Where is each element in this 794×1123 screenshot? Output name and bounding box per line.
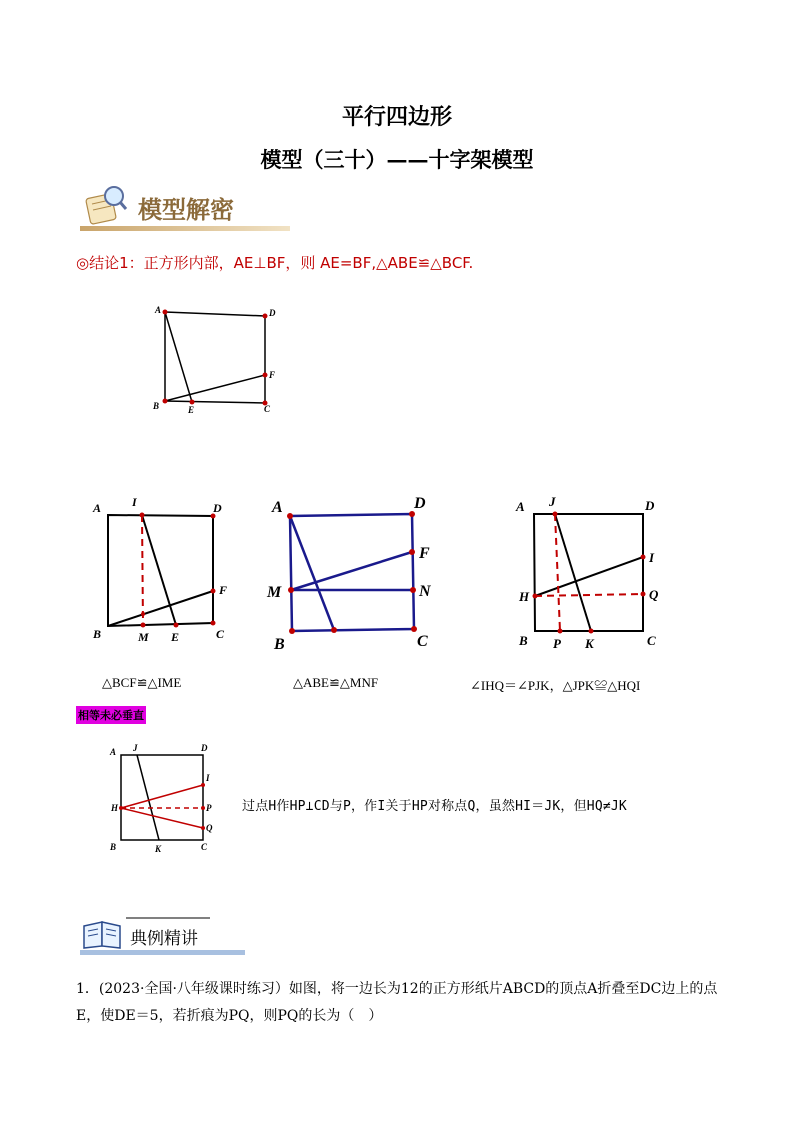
label-J: J bbox=[549, 494, 556, 509]
label-M: M bbox=[138, 630, 149, 644]
label-F: F bbox=[219, 583, 228, 597]
label-N: N bbox=[419, 583, 431, 600]
label-C: C bbox=[201, 842, 208, 852]
label-H: H bbox=[519, 589, 530, 604]
label-D: D bbox=[269, 308, 276, 318]
point-F bbox=[409, 549, 415, 555]
point-J bbox=[553, 512, 558, 517]
page-title: 平行四边形 bbox=[341, 104, 452, 130]
point-E bbox=[190, 400, 195, 405]
segment-HQ-dashed bbox=[535, 594, 643, 596]
figure-4-square-JPK-HQI bbox=[505, 490, 675, 655]
figure-2-square-BCF-IME bbox=[88, 490, 248, 650]
label-B: B bbox=[93, 627, 102, 641]
point-P bbox=[201, 806, 205, 810]
figure-3-square-ABE-MNF bbox=[262, 488, 442, 658]
segment-JP-dashed bbox=[555, 514, 560, 631]
segment-MF bbox=[291, 552, 412, 590]
point-M bbox=[288, 587, 294, 593]
magnifier-notebook-icon bbox=[86, 187, 126, 224]
label-A: A bbox=[93, 501, 102, 515]
point-E bbox=[174, 623, 179, 628]
label-F: F bbox=[419, 545, 430, 562]
label-D: D bbox=[201, 743, 208, 753]
point-N bbox=[410, 587, 416, 593]
label-C: C bbox=[216, 627, 225, 641]
square-ABCD bbox=[121, 755, 203, 840]
label-A: A bbox=[110, 747, 117, 757]
segment-BF bbox=[108, 591, 213, 626]
segment-HQ bbox=[121, 808, 203, 828]
point-H bbox=[533, 594, 538, 599]
label-K: K bbox=[585, 636, 594, 651]
section-banner-model bbox=[80, 182, 295, 234]
point-I bbox=[140, 513, 145, 518]
label-C: C bbox=[417, 633, 428, 650]
label-C: C bbox=[647, 633, 656, 648]
point-C bbox=[211, 621, 216, 626]
figure-5-counterexample bbox=[105, 742, 225, 860]
segment-JK bbox=[555, 514, 591, 631]
label-Q: Q bbox=[206, 823, 213, 833]
label-A: A bbox=[155, 305, 162, 315]
point-F bbox=[211, 589, 216, 594]
warning-tag: 相等未必垂直 bbox=[76, 706, 146, 724]
label-A: A bbox=[272, 499, 283, 516]
point-A bbox=[163, 310, 168, 315]
figure-3-caption: △ABE≌△MNF bbox=[293, 675, 379, 690]
label-J: J bbox=[133, 743, 138, 753]
point-B bbox=[163, 399, 168, 404]
label-I: I bbox=[132, 495, 137, 509]
segment-IM-dashed bbox=[142, 515, 143, 625]
square-ABCD bbox=[290, 514, 414, 631]
point-D bbox=[263, 314, 268, 319]
label-H: H bbox=[111, 803, 119, 813]
label-D: D bbox=[414, 495, 426, 512]
figure-1-square-AE-BF bbox=[148, 300, 288, 420]
label-E: E bbox=[188, 405, 195, 415]
point-P bbox=[558, 629, 563, 634]
banner-title: 模型解密 bbox=[138, 198, 234, 224]
point-I bbox=[641, 555, 646, 560]
label-P: P bbox=[206, 803, 212, 813]
figure-2-caption: △BCF≌△IME bbox=[102, 675, 182, 690]
segment-AE bbox=[290, 516, 334, 630]
point-Q bbox=[201, 826, 205, 830]
label-C: C bbox=[264, 404, 271, 414]
point-M bbox=[141, 623, 146, 628]
label-D: D bbox=[213, 501, 222, 515]
label-B: B bbox=[274, 636, 285, 653]
section-banner-examples bbox=[80, 912, 250, 956]
label-P: P bbox=[553, 636, 561, 651]
label-M: M bbox=[267, 584, 282, 601]
square-ABCD bbox=[534, 514, 643, 631]
label-K: K bbox=[155, 844, 162, 854]
banner-underline bbox=[80, 226, 290, 231]
segment-HI bbox=[535, 557, 643, 596]
point-F bbox=[263, 373, 268, 378]
label-D: D bbox=[645, 498, 655, 513]
label-E: E bbox=[171, 630, 180, 644]
banner-title: 典例精讲 bbox=[130, 929, 198, 948]
label-I: I bbox=[649, 550, 655, 565]
square-ABCD bbox=[165, 312, 265, 403]
point-K bbox=[589, 629, 594, 634]
conclusion-1: ◎结论1：正方形内部，AE⊥BF，则 AE=BF,△ABE≌△BCF. bbox=[76, 254, 474, 272]
point-E bbox=[331, 627, 337, 633]
figure-4-caption: ∠IHQ＝∠PJK，△JPK≌△HQI bbox=[470, 678, 641, 693]
label-B: B bbox=[519, 633, 528, 648]
label-Q: Q bbox=[649, 587, 659, 602]
label-I: I bbox=[206, 773, 210, 783]
segment-HI bbox=[121, 785, 203, 808]
point-intersection bbox=[141, 612, 145, 616]
label-B: B bbox=[153, 401, 160, 411]
segment-BF bbox=[165, 375, 265, 401]
counterexample-explanation: 过点H作HP⊥CD与P，作I关于HP对称点Q，虽然HI＝JK，但HQ≠JK bbox=[242, 799, 627, 814]
page-subtitle: 模型（三十）——十字架模型 bbox=[260, 147, 534, 172]
point-A bbox=[287, 513, 293, 519]
point-H bbox=[119, 806, 123, 810]
point-B bbox=[289, 628, 295, 634]
label-F: F bbox=[269, 370, 276, 380]
open-book-icon bbox=[84, 922, 120, 948]
example-problem-1: 1．(2023·全国·八年级课时练习）如图，将一边长为12的正方形纸片ABCD的顶点A折叠至DC边上的点E，使DE＝5，若折痕为PQ，则PQ的长为（ ） bbox=[76, 981, 718, 1024]
label-B: B bbox=[110, 842, 117, 852]
label-A: A bbox=[516, 499, 525, 514]
point-I bbox=[201, 783, 205, 787]
point-C bbox=[411, 626, 417, 632]
banner-underline bbox=[80, 950, 245, 955]
segment-AE bbox=[165, 312, 192, 402]
point-Q bbox=[641, 592, 646, 597]
